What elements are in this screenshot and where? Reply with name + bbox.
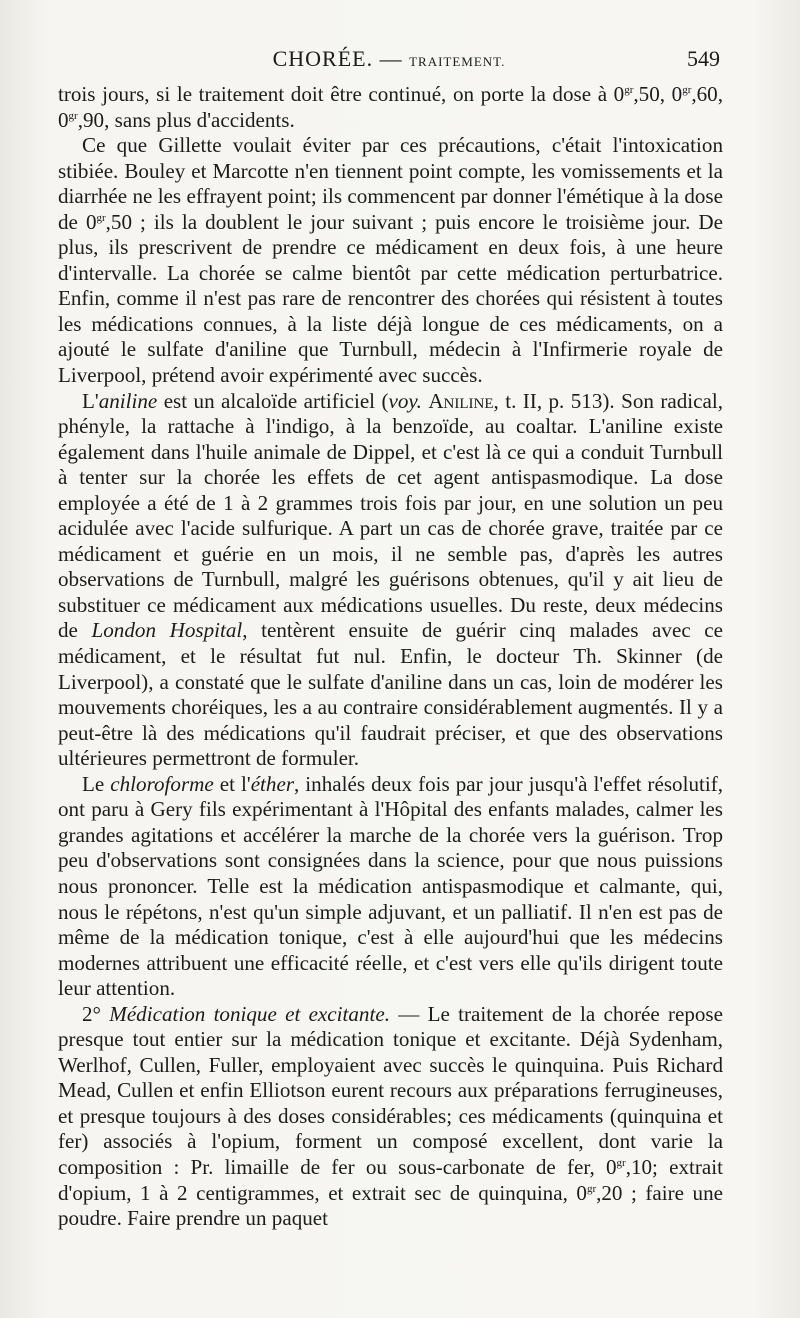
paragraph-5 [58, 1002, 723, 1232]
section-number: 2° [82, 1001, 110, 1026]
section-heading: Médication tonique et excitante. [109, 1001, 390, 1026]
paragraph-4 [58, 772, 723, 1002]
running-header [58, 46, 720, 76]
paragraph-3 [58, 389, 723, 772]
hospital-name: London Hospital [91, 618, 243, 643]
text-run: et l' [213, 771, 251, 796]
term-chloroforme: chloroforme [110, 771, 214, 796]
paragraph-2: Ce que Gillette voulait éviter par ces précautions, c'était l'intoxication stibiée. Bouley et Marcotte n'en tiennent point compte, les vomissements et la diarrhée ne les effrayent point; ils commencent par donner l'émétique à la dose de $0^{gr},50$ ; ils la doublent le jour suivant ; puis encore le troisième jour. De plus, ils prescrivent de prendre ce médicament en deux fois, à une heure d'intervalle. La chorée se calme bientôt par cette médication perturbatrice. Enfin, comme il n'est pas rare de rencontrer des chorées qui résistent à toutes les médications connues, à la liste déjà longue de ces médicaments, on a ajouté le sulfate d'aniline que Turnbull, médecin à l'Infirmerie royale de Liverpool, prétend avoir expérimenté avec succès. [58, 133, 723, 388]
cross-reference: Aniline [428, 388, 494, 413]
header-dash: — [373, 46, 410, 71]
term-ether: éther [250, 771, 295, 796]
text-run: Le [82, 771, 111, 796]
text-run: — Le traitement de la chorée repose presque tout entier sur la médication tonique et excitante. Déjà Sydenham, Werlhof, Cullen, Fuller, employaient avec succès le quinquina. Puis Richard Mead, Cullen et enfin Elliotson eurent recours aux préparations ferrugineuses, et presque toujours à des doses considérables; ces médicaments (quinquina et fer) associés à l'opium, forment un composé excellent, dont varie la composition : Pr. limaille de fer ou sous-carbonate de fer, $0^{gr},10$; extrait d'opium, 1 à 2 centigrammes, et extrait sec de quinquina, $0^{gr},20$ ; faire une poudre. Faire prendre un paquet [58, 1001, 724, 1231]
section-title: TRAITEMENT. [409, 54, 506, 69]
voy-abbrev: voy. [388, 388, 422, 413]
page-number: 549 [687, 46, 720, 71]
body-text [58, 82, 723, 1232]
running-title [58, 46, 720, 72]
text-run: , tentèrent ensuite de guérir cinq malades avec ce médicament, et le résultat fut nul. Enfin, le docteur Th. Skinner (de Liverpool), a constaté que le sulfate d'aniline dans un cas, loin de modérer les mouvements choréiques, les a au contraire considérablement augmentés. Il y a peut-être là des médications qu'il faudrait préciser, et que des observations ultérieures permettront de formuler. [58, 618, 724, 771]
paragraph-1: trois jours, si le traitement doit être continué, on porte la dose à $0^{gr},50$, $0^{gr},60$, $0^{gr},90$, sans plus d'accidents. [58, 82, 723, 132]
text-run: , t. II, p. 513). Son radical, phényle, la rattache à l'indigo, à la benzoïde, au coaltar. L'aniline existe également dans l'huile animale de Dippel, et c'est là ce qui a conduit Turnbull à tenter sur la chorée les effets de cet agent antispasmodique. La dose employée a été de 1 à 2 grammes trois fois par jour, en une solution un peu acidulée avec l'acide sulfurique. A part un cas de chorée grave, traitée par ce médicament et guérie en un mois, il ne semble pas, d'après les autres observations de Turnbull, malgré les guérisons obtenues, qu'il y ait lieu de substituer ce médicament aux médications usuelles. Du reste, deux médecins de [58, 388, 724, 643]
chapter-title: CHORÉE. [272, 46, 374, 71]
text-run: , inhalés deux fois par jour jusqu'à l'effet résolutif, ont paru à Gery fils expérimentant à l'Hôpital des enfants malades, calmer les grandes agitations et accélérer la marche de la chorée vers la guérison. Trop peu d'observations sont consignées dans la science, pour que nous puissions nous prononcer. Telle est la médication antispasmodique et calmante, qui, nous le répétons, n'est qu'un simple adjuvant, et un palliatif. Il n'en est pas de même de la médication tonique, c'est à elle aujourd'hui que les médecins modernes attribuent une efficacité réelle, et c'est vers elle qu'ils dirigent toute leur attention. [58, 771, 724, 1001]
term-aniline: aniline [98, 388, 158, 413]
text-run: est un alcaloïde artificiel ( [157, 388, 389, 413]
text-run: L' [82, 388, 99, 413]
